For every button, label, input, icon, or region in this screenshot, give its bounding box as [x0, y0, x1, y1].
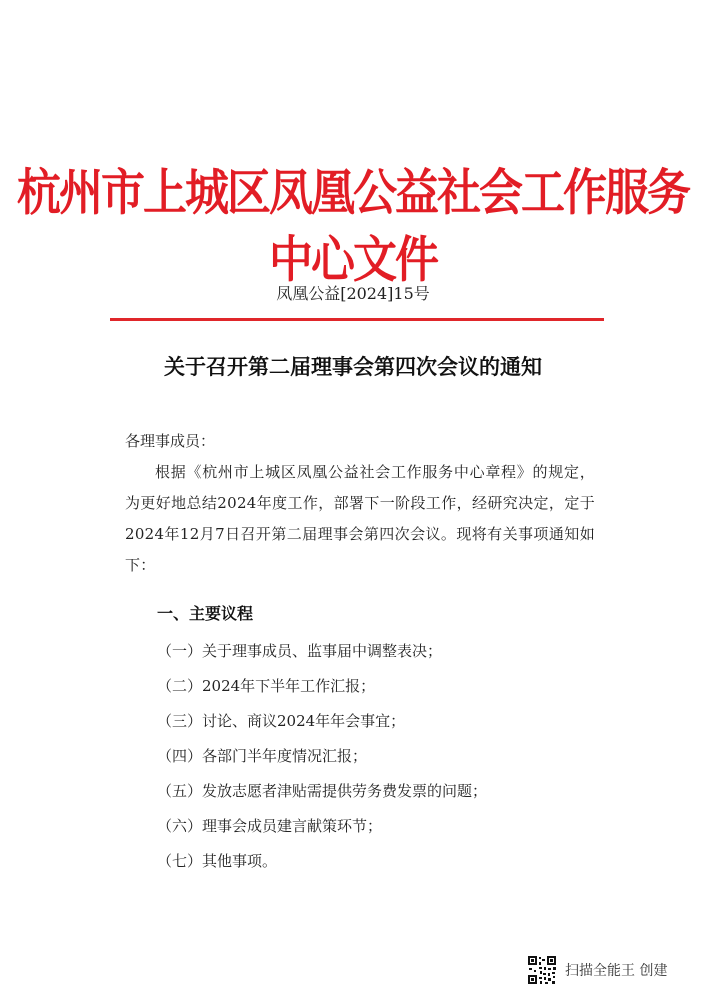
agenda-item: （三）讨论、商议2024年年会事宜；: [157, 712, 406, 730]
scanner-label: 扫描全能王 创建: [565, 963, 668, 979]
agenda-item: （四）各部门半年度情况汇报；: [157, 747, 368, 765]
section-heading-agenda: 一、主要议程: [157, 604, 254, 623]
scanner-watermark: [527, 953, 667, 987]
notice-title: 关于召开第二届理事会第四次会议的通知: [164, 355, 542, 379]
masthead-title: 杭州市上城区凤凰公益社会工作服务中心文件: [17, 164, 689, 289]
agenda-item: （二）2024年下半年工作汇报；: [157, 677, 376, 695]
agenda-item: （七）其他事项。: [157, 852, 278, 870]
salutation: 各理事成员：: [125, 432, 216, 450]
agenda-item: （一）关于理事成员、监事届中调整表决；: [157, 642, 443, 660]
qr-code-icon: [527, 955, 557, 985]
agenda-item: （六）理事会成员建言献策环节；: [157, 817, 383, 835]
red-divider: [110, 318, 604, 321]
body-paragraph: 根据《杭州市上城区凤凰公益社会工作服务中心章程》的规定，为更好地总结2024年度工作，部署下一阶段工作，经研究决定，定于2024年12月7日召开第二届理事会第四次会议。现将有关事项通知如下：: [125, 463, 595, 574]
agenda-item: （五）发放志愿者津贴需提供劳务费发票的问题；: [157, 782, 488, 800]
document-number: 凤凰公益[2024]15号: [276, 284, 430, 303]
